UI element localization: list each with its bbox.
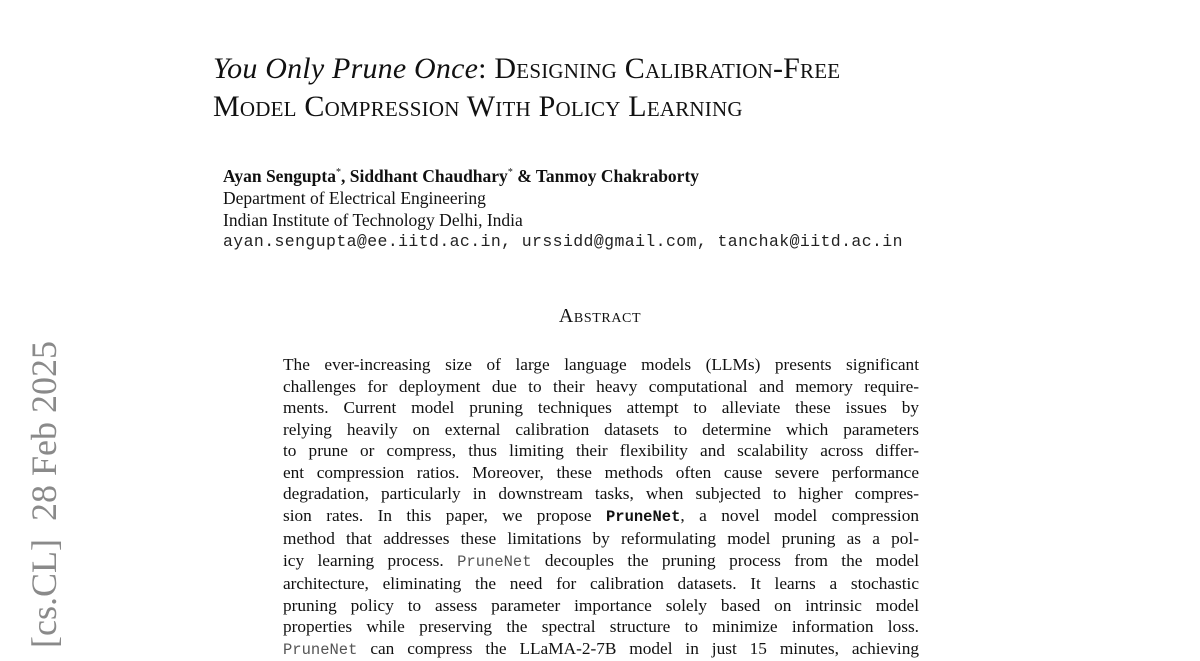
abstract-line: to prune or compress, thus limiting their flexibility and scalability across differ-	[283, 440, 919, 462]
abstract-line: relying heavily on external calibration datasets to determine which parameters	[283, 419, 919, 441]
abstract-body	[283, 354, 919, 661]
method-name: PruneNet	[606, 508, 680, 526]
title-line-1: Designing Calibration-Free	[494, 52, 840, 85]
abstract-line: architecture, eliminating the need for calibration datasets. It learns a stochastic	[283, 573, 919, 595]
affiliation-department: Department of Electrical Engineering	[223, 187, 1123, 209]
author-1: Ayan Sengupta	[223, 166, 336, 186]
paper-title: You Only Prune Once: Designing Calibration-Free Model Compression With Policy Learning	[213, 50, 1073, 126]
abstract-line: icy learning process. PruneNet decouples the pruning process from the model	[283, 550, 919, 574]
abstract-line: PruneNet can compress the LLaMA-2-7B model in just 15 minutes, achieving	[283, 638, 919, 661]
method-name: PruneNet	[283, 641, 357, 659]
arxiv-date: 28 Feb 2025	[24, 341, 64, 521]
abstract-line: properties while preserving the spectral structure to minimize information loss.	[283, 616, 919, 638]
author-3: Tanmoy Chakraborty	[536, 166, 699, 186]
author-2: Siddhant Chaudhary	[350, 166, 508, 186]
abstract-heading: Abstract	[0, 305, 1200, 328]
title-line-2: Model Compression With Policy Learning	[213, 90, 743, 123]
abstract-line: challenges for deployment due to their heavy computational and memory require-	[283, 376, 919, 398]
abstract-line: ent compression ratios. Moreover, these methods often cause severe performance	[283, 462, 919, 484]
author-block	[223, 162, 1123, 253]
title-italic-part: You Only Prune Once	[213, 52, 478, 85]
arxiv-side-stamp	[24, 312, 64, 648]
abstract-line: pruning policy to assess parameter importance solely based on intrinsic model	[283, 595, 919, 617]
method-name: PruneNet	[457, 553, 531, 571]
abstract-line: ments. Current model pruning techniques attempt to alleviate these issues by	[283, 397, 919, 419]
author-names: Ayan Sengupta*, Siddhant Chaudhary* & Tanmoy Chakraborty	[223, 162, 1123, 187]
abstract-line: The ever-increasing size of large language models (LLMs) presents significant	[283, 354, 919, 376]
affiliation-institute: Indian Institute of Technology Delhi, India	[223, 209, 1123, 231]
arxiv-category: [cs.CL]	[24, 539, 64, 648]
abstract-line: method that addresses these limitations by reformulating model pruning as a pol-	[283, 528, 919, 550]
author-emails: ayan.sengupta@ee.iitd.ac.in, urssidd@gmail.com, tanchak@iitd.ac.in	[223, 231, 1123, 253]
abstract-line: sion rates. In this paper, we propose PruneNet, a novel model compression	[283, 505, 919, 529]
abstract-line: degradation, particularly in downstream tasks, when subjected to higher compres-	[283, 483, 919, 505]
